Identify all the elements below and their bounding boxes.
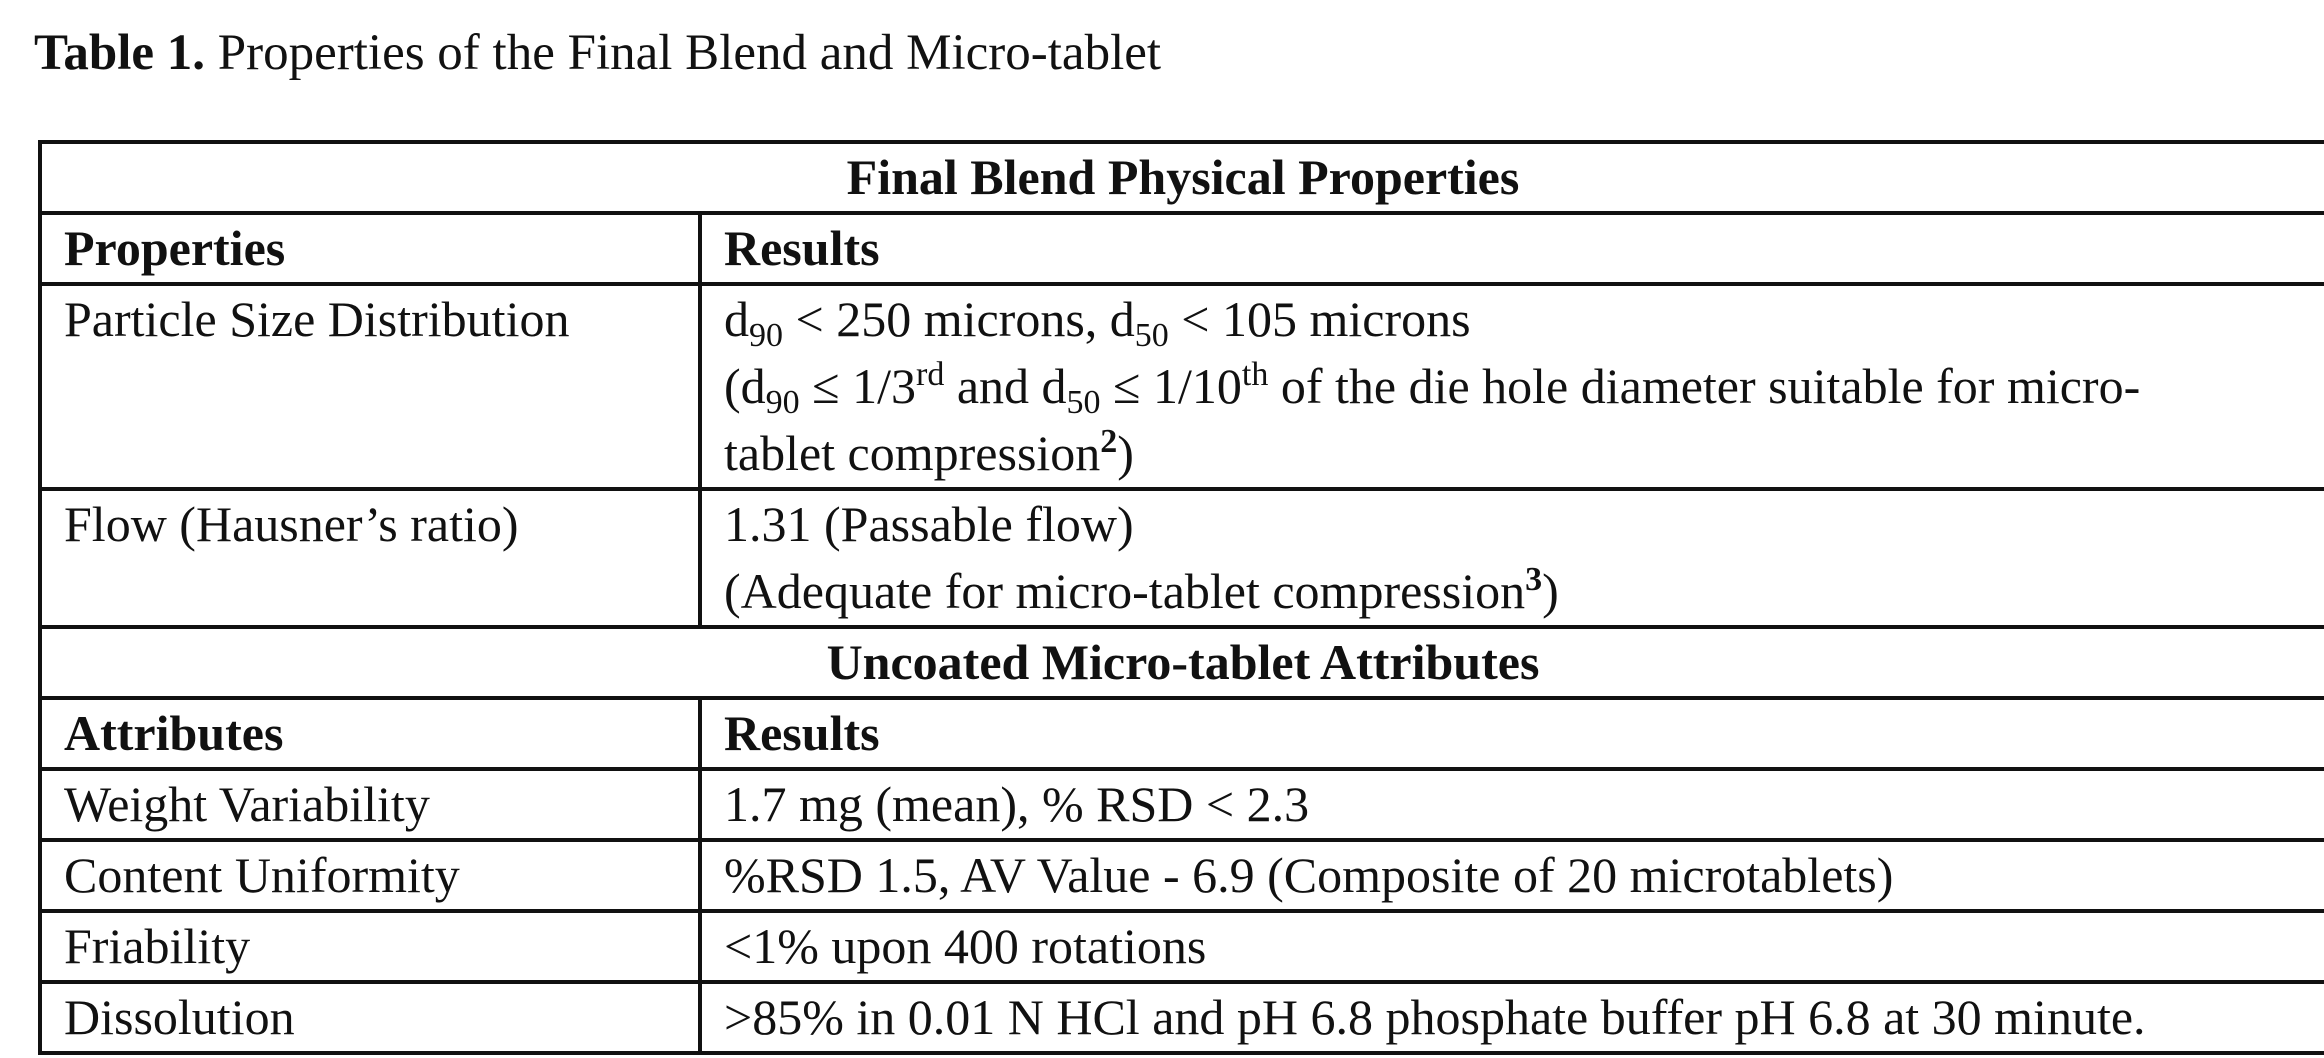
table-row [40, 840, 2324, 911]
attribute-cell: Friability [40, 911, 700, 982]
psd-l2-text-a: (d [724, 358, 766, 414]
psd-l2-superscript-th: th [1241, 356, 1269, 393]
psd-result-line-1 [724, 286, 2324, 353]
flow-result-line-1: 1.31 (Passable flow) [724, 496, 1134, 552]
flow-result-cell [700, 489, 2324, 627]
psd-l1-text-a: d [724, 291, 749, 347]
table-row [40, 489, 2324, 627]
result-cell: %RSD 1.5, AV Value - 6.9 (Composite of 20 microtablets) [700, 840, 2324, 911]
result-cell: >85% in 0.01 N HCl and pH 6.8 phosphate buffer pH 6.8 at 30 minute. [700, 982, 2324, 1053]
psd-property-cell: Particle Size Distribution [40, 284, 700, 489]
tablet-header-results: Results [700, 698, 2324, 769]
psd-l3-citation-superscript: 2 [1100, 423, 1118, 460]
tablet-section-title: Uncoated Micro-tablet Attributes [40, 627, 2324, 698]
psd-l2-text-e: of the die hole diameter suitable for micro- [1268, 358, 2141, 414]
psd-result-line-3 [724, 420, 2324, 487]
flow-result-line-2 [724, 558, 2324, 625]
table-caption-title: Properties of the Final Blend and Micro-tablet [205, 25, 1162, 81]
psd-l2-text-b: ≤ 1/3 [799, 358, 916, 414]
flow-l2-text-b: ) [1542, 563, 1559, 619]
psd-l1-subscript-50: 50 [1134, 317, 1169, 354]
table-row [40, 769, 2324, 840]
psd-l2-subscript-50: 50 [1066, 384, 1101, 421]
table-row [40, 213, 2324, 284]
result-cell: 1.7 mg (mean), % RSD < 2.3 [700, 769, 2324, 840]
psd-l1-text-c: < 105 microns [1168, 291, 1471, 347]
table-row [40, 698, 2324, 769]
table-row [40, 284, 2324, 489]
psd-l1-text-b: < 250 microns, d [783, 291, 1135, 347]
table-caption [34, 20, 1161, 86]
attribute-cell: Content Uniformity [40, 840, 700, 911]
attribute-cell: Dissolution [40, 982, 700, 1053]
psd-l1-subscript-90: 90 [749, 317, 783, 354]
blend-header-properties: Properties [40, 213, 700, 284]
psd-l2-text-c: and d [944, 358, 1067, 414]
psd-l2-superscript-rd: rd [916, 356, 945, 393]
table-row [40, 142, 2324, 213]
flow-l2-text-a: (Adequate for micro-tablet compression [724, 563, 1526, 619]
table-row [40, 627, 2324, 698]
flow-property-cell: Flow (Hausner’s ratio) [40, 489, 700, 627]
attribute-cell: Weight Variability [40, 769, 700, 840]
blend-section-title: Final Blend Physical Properties [40, 142, 2324, 213]
psd-l3-text-b: ) [1117, 425, 1134, 481]
psd-l3-text-a: tablet compression [724, 425, 1101, 481]
result-cell: <1% upon 400 rotations [700, 911, 2324, 982]
flow-l2-citation-superscript: 3 [1525, 561, 1543, 598]
table-row [40, 982, 2324, 1053]
table-row [40, 911, 2324, 982]
tablet-header-attributes: Attributes [40, 698, 700, 769]
psd-l2-subscript-90: 90 [765, 384, 800, 421]
psd-result-cell [700, 284, 2324, 489]
psd-l2-text-d: ≤ 1/10 [1100, 358, 1242, 414]
psd-result-line-2 [724, 353, 2324, 420]
blend-header-results: Results [700, 213, 2324, 284]
properties-table [38, 140, 2324, 1055]
table-caption-label: Table 1. [34, 25, 206, 81]
